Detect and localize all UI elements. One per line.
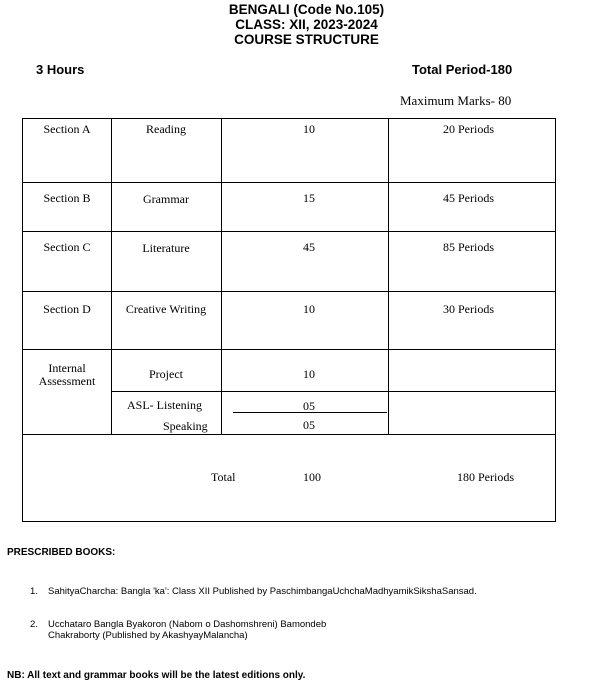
row-divider [23,434,555,435]
section-a-periods: 20 Periods [443,122,494,136]
total-label: Total [211,470,236,484]
prescribed-books-heading: PRESCRIBED BOOKS: [7,547,116,558]
asl-listening-label: ASL- Listening [127,398,202,412]
section-d-label: Section D [43,302,91,316]
book-item-text-line1: Ucchataro Bangla Byakoron (Nabom o Dashomshreni) Bamondeb [48,619,327,630]
section-c-label: Section C [43,240,91,254]
speaking-label: Speaking [163,419,208,433]
course-structure-table [22,118,556,522]
document-title-line3: COURSE STRUCTURE [234,32,379,47]
total-period-label: Total Period-180 [412,62,513,77]
book-item-1 [30,586,610,598]
section-d-topic: Creative Writing [125,302,207,316]
section-a-marks: 10 [303,122,315,136]
column-divider [221,119,222,434]
row-divider [23,182,555,183]
book-item-2 [30,619,590,643]
row-divider [23,291,555,292]
section-c-periods: 85 Periods [443,240,494,254]
row-divider [23,231,555,232]
asl-listening-marks: 05 [303,399,315,413]
row-divider [23,349,555,350]
section-b-marks: 15 [303,191,315,205]
section-c-topic: Literature [142,241,190,255]
internal-assessment-line1: Internal [48,361,86,375]
editions-note: NB: All text and grammar books will be the latest editions only. [7,670,306,681]
section-c-marks: 45 [303,240,315,254]
duration-label: 3 Hours [36,62,85,77]
document-title-line2: CLASS: XII, 2023-2024 [235,17,378,32]
project-label: Project [149,367,183,381]
section-b-label: Section B [43,191,91,205]
internal-assessment-line2: Assessment [38,374,96,388]
section-a-label: Section A [43,122,91,136]
column-divider [111,119,112,434]
section-b-topic: Grammar [143,192,189,206]
column-divider [388,119,389,434]
internal-assessment-label [23,362,111,388]
section-d-marks: 10 [303,302,315,316]
book-item-text-line2: Chakraborty (Published by AkashyayMalancha) [48,630,248,641]
book-item-number: 1. [30,586,38,597]
document-title-line1: BENGALI (Code No.105) [228,2,385,17]
total-marks: 100 [303,470,321,484]
speaking-marks: 05 [303,418,315,432]
section-d-periods: 30 Periods [443,302,494,316]
maximum-marks-label: Maximum Marks- 80 [400,93,512,108]
total-periods: 180 Periods [457,470,514,484]
section-b-periods: 45 Periods [443,191,494,205]
book-item-text: SahityaCharcha: Bangla 'ka': Class XII Published by PaschimbangaUchchaMadhyamikSikshaSansad. [48,586,477,597]
section-a-topic: Reading [146,122,186,136]
project-marks: 10 [303,367,315,381]
book-item-number: 2. [30,619,38,630]
row-divider [111,391,555,392]
